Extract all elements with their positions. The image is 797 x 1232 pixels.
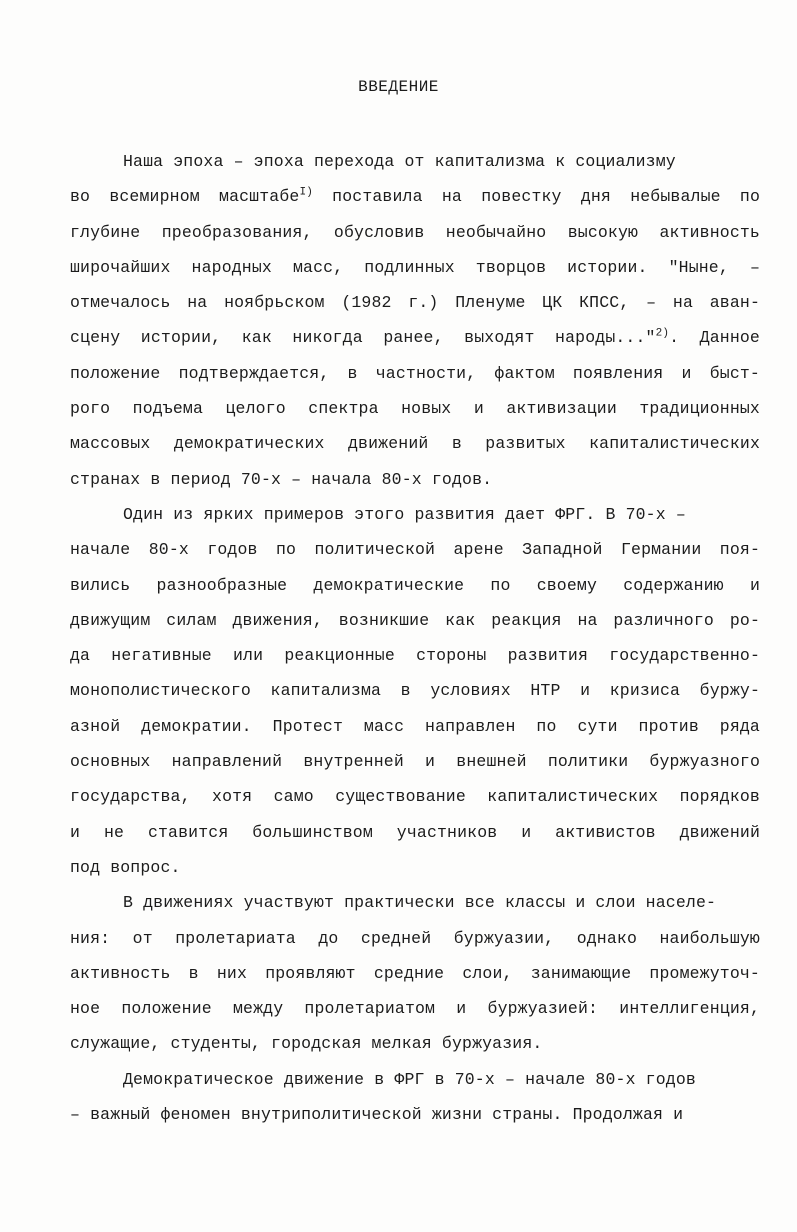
text-line xyxy=(70,991,760,1026)
line-text: ния: от пролетариата до средней буржуазии, однако наибольшую xyxy=(70,928,760,948)
line-text: начале 80-х годов по политической арене Западной Германии поя- xyxy=(70,540,760,560)
paragraph xyxy=(70,1062,760,1133)
line-text: Демократическое движение в ФРГ в 70-х – начале 80-х годов xyxy=(123,1069,696,1089)
text-line xyxy=(70,815,760,850)
text-line xyxy=(70,885,760,920)
line-text: под вопрос. xyxy=(70,857,181,877)
line-text: массовых демократических движений в развитых капиталистических xyxy=(70,434,760,454)
text-line xyxy=(70,497,760,532)
text-line xyxy=(70,320,760,355)
text-line xyxy=(70,179,760,214)
line-text: монополистического капитализма в условиях НТР и кризиса буржу- xyxy=(70,681,760,701)
text-line xyxy=(70,779,760,814)
text-line xyxy=(70,673,760,708)
text-line xyxy=(70,744,760,779)
text-line xyxy=(70,285,760,320)
line-text-tail: поставила на повестку дня небывалые по xyxy=(312,187,760,207)
text-line xyxy=(70,215,760,250)
text-line xyxy=(70,1097,760,1132)
line-text: глубине преобразования, обусловив необычайно высокую активность xyxy=(70,222,760,242)
page-title: ВВЕДЕНИЕ xyxy=(358,78,439,96)
line-text: служащие, студенты, городская мелкая буржуазия. xyxy=(70,1034,543,1054)
line-text: широчайших народных масс, подлинных творцов истории. "Ныне, – xyxy=(70,257,760,277)
line-text: В движениях участвуют практически все классы и слои населе- xyxy=(123,893,717,913)
text-line xyxy=(70,1062,760,1097)
text-line xyxy=(70,532,760,567)
text-line xyxy=(70,356,760,391)
line-text: и не ставится большинством участников и активистов движений xyxy=(70,822,760,842)
text-line xyxy=(70,603,760,638)
line-text: отмечалось на ноябрьском (1982 г.) Пленуме ЦК КПСС, – на аван- xyxy=(70,293,760,313)
line-text: положение подтверждается, в частности, фактом появления и быст- xyxy=(70,363,760,383)
line-text: Один из ярких примеров этого развития дает ФРГ. В 70-х – xyxy=(123,504,686,524)
text-line xyxy=(70,1026,760,1061)
line-text: сцену истории, как никогда ранее, выходят народы..." xyxy=(70,328,656,348)
text-line xyxy=(70,956,760,991)
line-text: Наша эпоха – эпоха перехода от капитализма к социализму xyxy=(123,152,676,171)
line-text: азной демократии. Протест масс направлен по сути против ряда xyxy=(70,716,760,736)
text-line xyxy=(70,709,760,744)
line-text: ное положение между пролетариатом и буржуазией: интеллигенция, xyxy=(70,999,760,1019)
line-text: странах в период 70-х – начала 80-х годов. xyxy=(70,469,493,489)
line-text: вились разнообразные демократические по своему содержанию и xyxy=(70,575,760,595)
paragraph xyxy=(70,497,760,885)
paragraph xyxy=(70,885,760,1061)
line-text: да негативные или реакционные стороны развития государственно- xyxy=(70,646,760,666)
text-line xyxy=(70,144,760,179)
line-text: активность в них проявляют средние слои, занимающие промежуточ- xyxy=(70,963,760,983)
text-line xyxy=(70,568,760,603)
text-line xyxy=(70,850,760,885)
text-line xyxy=(70,921,760,956)
line-text-tail: . Данное xyxy=(669,328,760,348)
text-line xyxy=(70,426,760,461)
text-line xyxy=(70,391,760,426)
line-text: государства, хотя само существование капиталистических порядков xyxy=(70,787,760,807)
line-text: рого подъема целого спектра новых и активизации традиционных xyxy=(70,399,760,419)
body-text xyxy=(70,144,760,1132)
text-line xyxy=(70,462,760,497)
text-line xyxy=(70,638,760,673)
footnote-marker: 2) xyxy=(655,327,670,340)
line-text: во всемирном масштабе xyxy=(70,187,300,207)
line-text: основных направлений внутренней и внешней политики буржуазного xyxy=(70,752,760,772)
line-text: – важный феномен внутриполитической жизни страны. Продолжая и xyxy=(70,1105,684,1125)
line-text: движущим силам движения, возникшие как реакция на различного ро- xyxy=(70,610,760,630)
text-line xyxy=(70,250,760,285)
paragraph xyxy=(70,144,760,497)
footnote-marker: I) xyxy=(299,186,313,199)
